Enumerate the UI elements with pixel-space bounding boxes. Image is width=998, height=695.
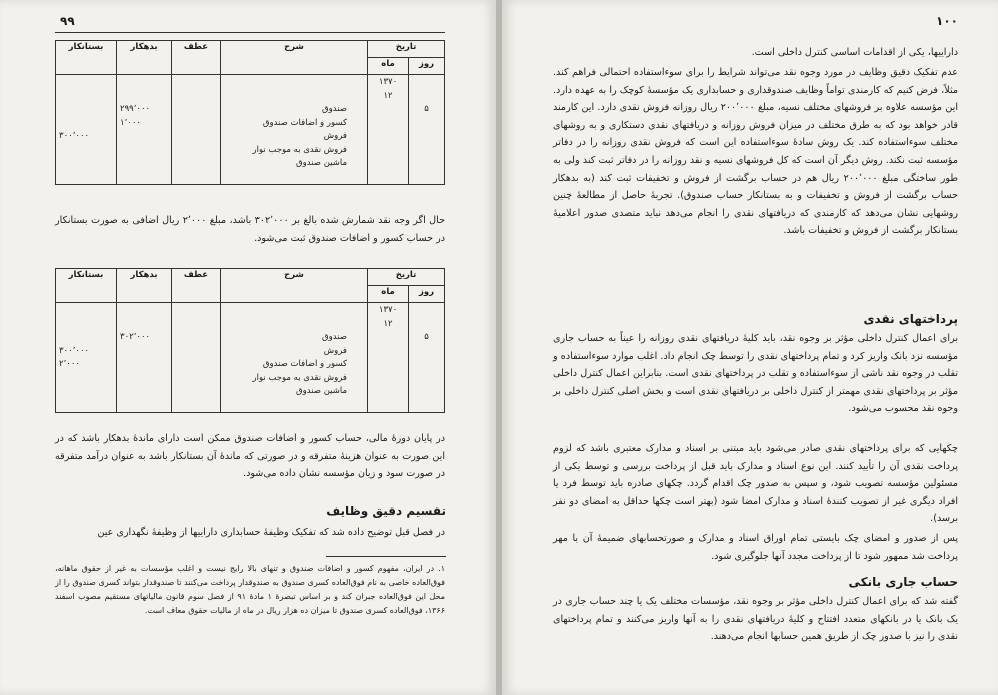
paragraph-2: در پایان دورهٔ مالی، حساب کسور و اضافات صندوق ممکن است دارای ماندهٔ بدهکار باشد که در این صورت به عنوان هزینهٔ متفرقه و در صورتی که ماندهٔ آن بستانکار باشد به عنوان درآمد متفرقه در صورت سود و زیان مؤسسه نشان داده می‌شود. [55, 433, 445, 480]
day-header: روز [409, 286, 445, 303]
paragraph-3: برای اعمال کنترل داخلی مؤثر بر وجوه نقد، باید کلیهٔ دریافتهای نقدی روزانه را عیناً به حساب جاری مؤسسه نزد بانک واریز کرد و تمام پرداختهای نقدی را توسط چک انجام داد. اغلب موارد سوءاستفاده و تقلب در وجوه نقد ناشی از سوءاستفاده و تقلب در پرداختهای نقدی است. بنابراین اعمال کنترل داخلی مؤثر بر پرداختهای نقدی مهمتر از کنترل داخلی بر دریافتهای نقدی است و بخش اصلی کنترل داخلی بر وجوه نقد محسوب می‌شود. [553, 333, 958, 415]
page-number: ۹۹ [60, 14, 75, 28]
day-header: روز [409, 58, 445, 75]
paragraph-4: چکهایی که برای پرداختهای نقدی صادر می‌شود باید مبتنی بر اسناد و مدارک معتبری باشد که لزوم پرداخت نقدی آن را تأیید کنند. این نوع اسناد و مدارک باید قبل از پرداخت بررسی و توسط یکی از مسئولین مؤسسه تصویب شود، و سپس به صدور چک اقدام گردد. چکهای صادره باید توسط فرد یا افراد دیگری غیر از تصویب کنندهٔ اسناد و مدارک امضا شود (بهتر است چکها حداقل به امضای دو نفر برسد). [553, 443, 958, 525]
debit-cell: ۲۹۹٬۰۰۰ ۱٬۰۰۰ [117, 75, 172, 185]
date-header: تاریخ [368, 269, 445, 286]
header-rule [55, 32, 445, 33]
month-header: ماه [368, 286, 409, 303]
ref-cell [172, 303, 221, 413]
credit-cell: ۳۰۰٬۰۰۰ [56, 75, 117, 185]
footnote: ۱. در ایران، مفهوم کسور و اضافات صندوق و تنهای بالا رایج نیست و اغلب مؤسسات به غیر از حقوق ماهانه، فوق‌العاده خاصی به نام فوق‌العاده کسری صندوق به صندوقدار پرداخت می‌کنند تا صندوقدار بتواند کسری صندوق را از محل این فوق‌العاده جبران کند و بر اساس تبصرهٔ ۱ مادهٔ ۹۱ از فصل سوم قانون مالیاتهای مستقیم مصوب اسفند ۱۳۶۶، فوق‌العاده کسری صندوق تا میزان ده هزار ریال در ماه از مالیات حقوق معاف است. [55, 564, 445, 615]
paragraph-1: داراییها، یکی از اقدامات اساسی کنترل داخلی است. [751, 47, 958, 58]
section-heading: تقسیم دقیق وظایف [326, 504, 446, 518]
ref-header: عطف [172, 41, 221, 75]
month-header: ماه [368, 58, 409, 75]
section-heading-bank-account: حساب جاری بانکی [848, 575, 958, 589]
right-page [502, 0, 998, 695]
debit-cell: ۳۰۲٬۰۰۰ [117, 303, 172, 413]
credit-cell: ۳۰۰٬۰۰۰ ۲٬۰۰۰ [56, 303, 117, 413]
paragraph-5: پس از صدور و امضای چک بایستی تمام اوراق اسناد و مدارک و صورتحسابهای ضمیمهٔ آن با مهر پرداخت شد ممهور شود تا از پرداخت مجدد آنها جلوگیری شود. [553, 533, 958, 562]
month-cell: ۱۳۷۰ ۱۲ [368, 75, 409, 185]
debit-header: بدهکار [117, 269, 172, 303]
footnote-rule [326, 556, 446, 557]
description-header: شرح [221, 269, 368, 303]
description-header: شرح [221, 41, 368, 75]
credit-header: بستانکار [56, 269, 117, 303]
paragraph-1: حال اگر وجه نقد شمارش شده بالغ بر ۳۰۲٬۰۰۰ باشد، مبلغ ۲٬۰۰۰ ریال اضافی به صورت بستانکار در حساب کسور و اضافات صندوق ثبت می‌شود. [55, 215, 445, 244]
paragraph-6: گفته شد که برای اعمال کنترل داخلی مؤثر بر وجوه نقد، مؤسسات مختلف یک یا چند حساب جاری در یک بانک یا در بانکهای متعدد افتتاح و کلیهٔ دریافتهای نقدی را به آنها واریز می‌کنند و تمام پرداختهای نقدی را نیز با صدور چک از طریق همین حسابها انجام می‌دهند. [553, 596, 958, 643]
journal-table-2 [55, 268, 445, 413]
left-page [0, 0, 496, 695]
section-heading-cash-payments: پرداختهای نقدی [863, 312, 958, 326]
paragraph-3: در فصل قبل توضیح داده شد که تفکیک وظیفهٔ حسابداری داراییها از وظیفهٔ نگهداری عین [97, 527, 445, 538]
paragraph-2: عدم تفکیک دقیق وظایف در مورد وجوه نقد می‌تواند شرایط را برای سوءاستفاده احتمالی فراهم کند. مثلاً، فرض کنیم که کارمندی تواماً وظایف صندوقداری و حسابداری یک مؤسسهٔ کوچک را به عهده دارد. این مؤسسه علاوه بر فروشهای مختلف نسیه، مبلغ ۲۰۰٬۰۰۰ ریال روزانه فروش نقدی دارد. این کارمند قادر خواهد بود که به طرق مختلف در میزان فروش روزانه و دریافتهای نقدی دستکاری و به روشهای مختلف سوءاستفاده کند. یک روش سادهٔ سوءاستفاده این است که فروش نقدی روزانه را در دفاتر مؤسسه ثبت نکند. روش دیگر آن است که کل فروشهای نسیه و نقد روزانه را در دفاتر ثبت کند ولی به طور ساختگی مبلغ ۲۰۰٬۰۰۰ ریال هم در حساب برگشت از فروش و تخفیفات ثبت کند (به بدهکار حساب برگشت از فروش و تخفیفات و به بستانکار حساب صندوق). تجربهٔ حاصل از مطالعهٔ چنین روشهایی نشان می‌دهد که کارمندی که دریافتهای نقدی را انجام می‌دهد نباید متصدی صدور اعلامیهٔ بستانکار برگشت از فروش و تخفیفات باشد. [553, 67, 959, 237]
debit-header: بدهکار [117, 41, 172, 75]
ref-cell [172, 75, 221, 185]
credit-header: بستانکار [56, 41, 117, 75]
date-header: تاریخ [368, 41, 445, 58]
description-cell: صندوق فروش کسور و اضافات صندوق فروش نقدی به موجب نوار ماشین صندوق [221, 303, 368, 413]
day-cell: ۵ [409, 303, 445, 413]
page-number: ۱۰۰ [936, 14, 958, 28]
month-cell: ۱۳۷۰ ۱۲ [368, 303, 409, 413]
description-cell: صندوق کسور و اضافات صندوق فروش فروش نقدی به موجب نوار ماشین صندوق [221, 75, 368, 185]
day-cell: ۵ [409, 75, 445, 185]
journal-table-1 [55, 40, 445, 185]
ref-header: عطف [172, 269, 221, 303]
